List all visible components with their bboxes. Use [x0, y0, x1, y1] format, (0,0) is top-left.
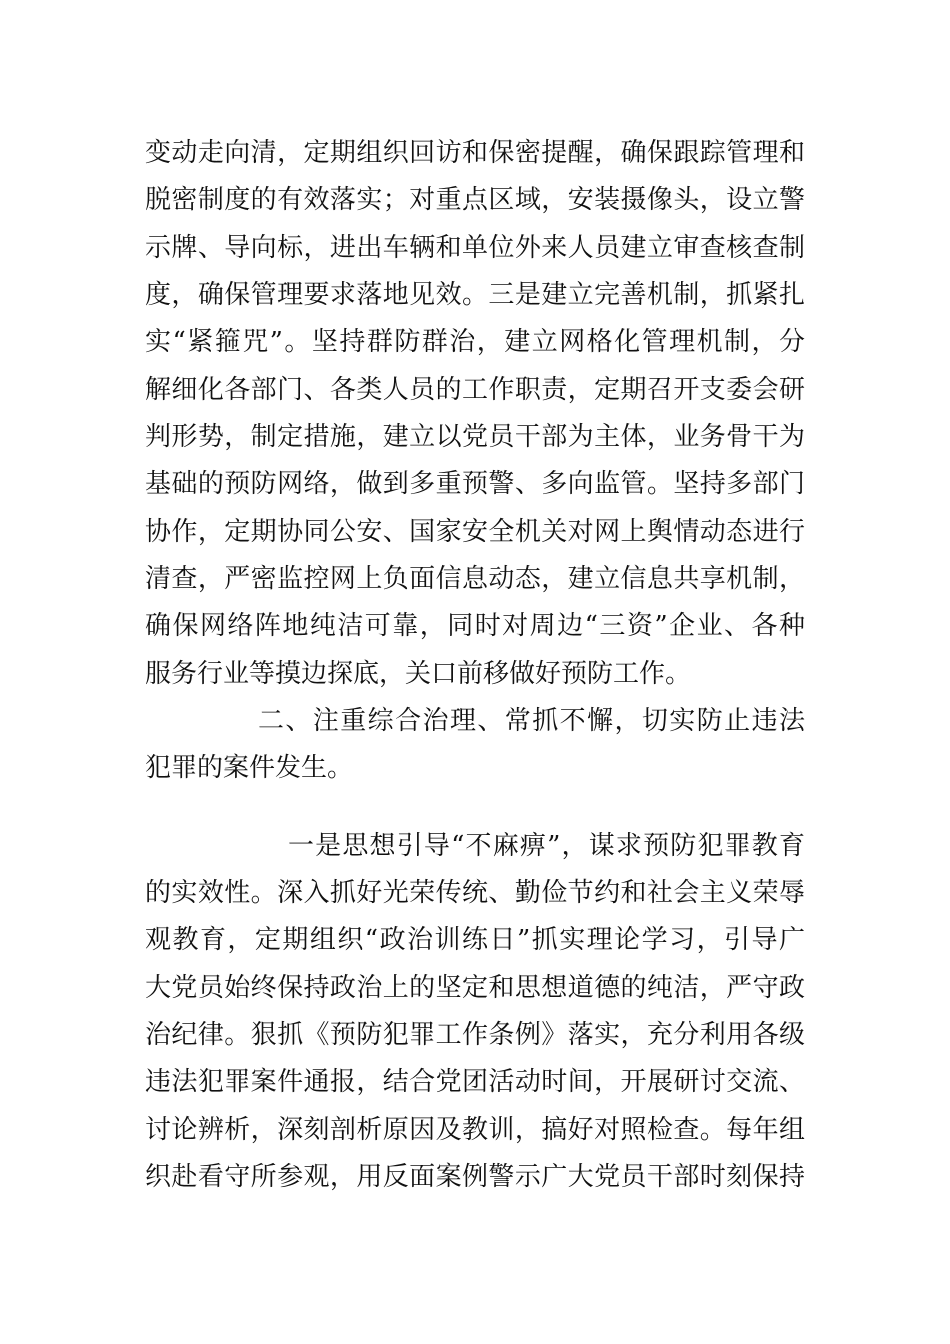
body-text-line: 观教育，定期组织“政治训练日”抓实理论学习，引导广 [145, 925, 805, 955]
body-text-line: 判形势，制定措施，建立以党员干部为主体，业务骨干为 [145, 422, 805, 452]
section-heading-line: 二、注重综合治理、常抓不懈，切实防止违法 [258, 706, 805, 736]
body-text-line: 确保网络阵地纯洁可靠，同时对周边“三资”企业、各种 [145, 611, 805, 641]
body-text-line: 的实效性。深入抓好光荣传统、勤俭节约和社会主义荣辱 [145, 878, 805, 908]
section-heading-line: 犯罪的案件发生。 [145, 753, 354, 783]
body-text-line: 大党员始终保持政治上的坚定和思想道德的纯洁，严守政 [145, 973, 805, 1003]
body-text-line: 违法犯罪案件通报，结合党团活动时间，开展研讨交流、 [145, 1067, 805, 1097]
body-text-line: 示牌、导向标，进出车辆和单位外来人员建立审查核查制 [145, 233, 805, 263]
body-text-line: 实“紧箍咒”。坚持群防群治，建立网格化管理机制，分 [145, 327, 805, 357]
body-text-line: 协作，定期协同公安、国家安全机关对网上舆情动态进行 [145, 517, 805, 547]
body-text-line: 治纪律。狠抓《预防犯罪工作条例》落实，充分利用各级 [145, 1020, 805, 1050]
body-text-line: 度，确保管理要求落地见效。三是建立完善机制，抓紧扎 [145, 280, 805, 310]
body-text-line: 解细化各部门、各类人员的工作职责，定期召开支委会研 [145, 375, 805, 405]
body-text-line: 变动走向清，定期组织回访和保密提醒，确保跟踪管理和 [145, 138, 805, 168]
body-text-line: 讨论辨析，深刻剖析原因及教训，搞好对照检查。每年组 [145, 1115, 805, 1145]
body-text-line: 服务行业等摸边探底，关口前移做好预防工作。 [145, 659, 692, 689]
body-text-line: 织赴看守所参观，用反面案例警示广大党员干部时刻保持 [145, 1162, 805, 1192]
body-text-line: 清查，严密监控网上负面信息动态，建立信息共享机制， [145, 564, 805, 594]
body-text-line: 一是思想引导“不麻痹”，谋求预防犯罪教育 [288, 831, 805, 861]
body-text-line: 基础的预防网络，做到多重预警、多向监管。坚持多部门 [145, 469, 805, 499]
body-text-line: 脱密制度的有效落实；对重点区域，安装摄像头，设立警 [145, 185, 805, 215]
